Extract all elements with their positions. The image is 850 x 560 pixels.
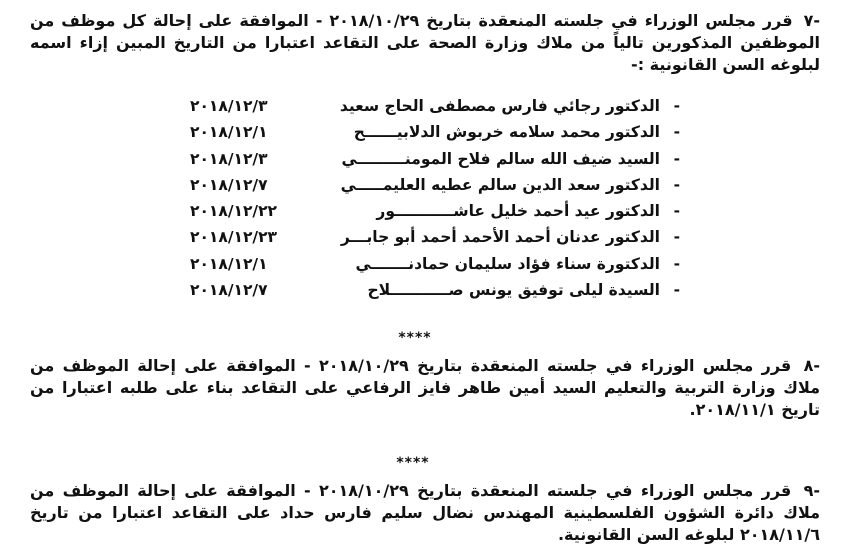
list-item bbox=[190, 277, 680, 303]
retirement-date: ٢٠١٨/١٢/٣ bbox=[190, 97, 268, 115]
section-separator: **** bbox=[398, 330, 432, 346]
list-dash: - bbox=[673, 202, 680, 221]
list-dash: - bbox=[673, 175, 680, 194]
list-item bbox=[190, 198, 680, 224]
retiree-name: الدكتور محمد سلامه خربوش الدلابيــــــح bbox=[353, 123, 660, 142]
decision-8-text: قرر مجلس الوزراء في جلسته المنعقدة بتاريخ ٢٠١٨/١٠/٢٩ - الموافقة على إحالة الموظف من ملاك وزارة التربية والتعليم السيد أمين طاهر فايز الرفاعي على التقاعد بناء على طلبه اعتبارا من تاريخ ٢٠١٨/١١/١. bbox=[30, 356, 820, 419]
retirement-date: ٢٠١٨/١٢/١ bbox=[190, 254, 268, 273]
decision-7-text: قرر مجلس الوزراء في جلسته المنعقدة بتاريخ ٢٠١٨/١٠/٢٩ - الموافقة على إحالة كل موظف من الموظفين المذكورين تالياً من ملاك وزارة الصحة على التقاعد اعتبارا من التاريخ المبين إزاء اسمه لبلوغه السن القانونية :- bbox=[30, 11, 820, 74]
list-dash: - bbox=[673, 281, 680, 300]
retiree-name: الدكتور عيد أحمد خليل عاشـــــــــــور bbox=[376, 202, 660, 221]
retirement-date: ٢٠١٨/١٢/٧ bbox=[190, 281, 268, 300]
retiree-name: السيد ضيف الله سالم فلاح المومنـــــــــي bbox=[341, 149, 660, 168]
decision-7 bbox=[30, 10, 820, 76]
list-item bbox=[190, 93, 680, 119]
retirement-date: ٢٠١٨/١٢/٢٢ bbox=[190, 202, 278, 221]
list-dash: - bbox=[673, 254, 680, 273]
list-item bbox=[190, 224, 680, 250]
list-dash: - bbox=[673, 149, 680, 168]
retiree-name: الدكتور عدنان أحمد الأحمد أحمد أبو جابـــر bbox=[340, 228, 660, 247]
decision-8 bbox=[30, 355, 820, 421]
section-separator: **** bbox=[396, 455, 430, 471]
list-item bbox=[190, 251, 680, 277]
list-dash: - bbox=[673, 228, 680, 247]
list-item bbox=[190, 172, 680, 198]
retiree-name: الدكتورة سناء فؤاد سليمان حمادنـــــــي bbox=[355, 254, 660, 273]
retiree-name: الدكتور رجائي فارس مصطفى الحاج سعيد bbox=[339, 97, 660, 115]
decision-9-text: قرر مجلس الوزراء في جلسته المنعقدة بتاريخ ٢٠١٨/١٠/٢٩ - الموافقة على إحالة الموظف من ملاك دائرة الشؤون الفلسطينية المهندس نضال سليم فارس حداد على التقاعد اعتبارا من تاريخ ٢٠١٨/١١/٦ لبلوغه السن القانونية. bbox=[30, 481, 820, 544]
decision-7-number: -٧ bbox=[803, 11, 820, 30]
list-item bbox=[190, 146, 680, 172]
retirement-date: ٢٠١٨/١٢/٧ bbox=[190, 175, 268, 194]
list-dash: - bbox=[673, 97, 680, 115]
decision-8-number: -٨ bbox=[803, 356, 820, 375]
retiree-name: الدكتور سعد الدين سالم عطيه العليمـــــي bbox=[340, 175, 660, 194]
retirement-date: ٢٠١٨/١٢/١ bbox=[190, 123, 268, 142]
decision-9-number: -٩ bbox=[803, 481, 820, 500]
list-item bbox=[190, 119, 680, 145]
retirement-date: ٢٠١٨/١٢/٢٣ bbox=[190, 228, 278, 247]
retiree-name: السيدة ليلى توفيق يونس صـــــــــــلاح bbox=[367, 281, 660, 300]
decision-9 bbox=[30, 480, 820, 546]
retirement-date: ٢٠١٨/١٢/٣ bbox=[190, 149, 268, 168]
retiree-list bbox=[190, 93, 680, 303]
list-dash: - bbox=[673, 123, 680, 142]
